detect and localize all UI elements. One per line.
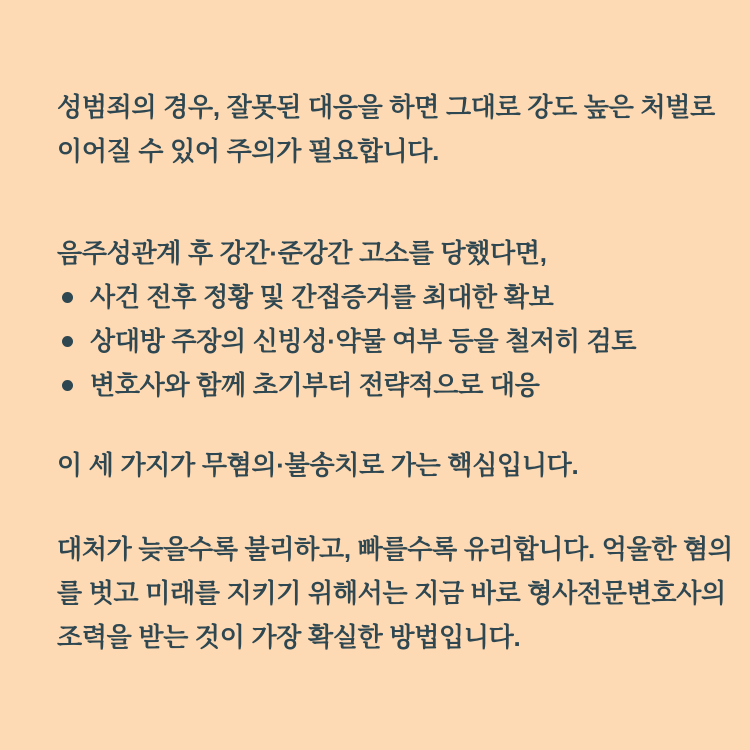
bullet-icon (62, 292, 73, 303)
paragraph-warning-line-1: 성범죄의 경우, 잘못된 대응을 하면 그대로 강도 높은 처벌로 (57, 92, 715, 122)
list-item-label: 상대방 주장의 신빙성·약물 여부 등을 철저히 검토 (90, 326, 637, 356)
paragraph-warning-line-2: 이어질 수 있어 주의가 필요합니다. (57, 136, 440, 166)
list-item (57, 275, 702, 319)
bullet-icon (62, 336, 73, 347)
paragraph-closing (57, 527, 733, 659)
paragraph-warning (57, 85, 715, 173)
list-item (57, 363, 702, 407)
list-item (57, 319, 702, 363)
list-item-label: 변호사와 함께 초기부터 전략적으로 대응 (90, 370, 540, 400)
bullet-icon (62, 380, 73, 391)
paragraph-closing-line-2: 를 벗고 미래를 지키기 위해서는 지금 바로 형사전문변호사의 (57, 578, 726, 608)
list-item-label: 사건 전후 정황 및 간접증거를 최대한 확보 (90, 282, 554, 312)
summary-line: 이 세 가지가 무혐의·불송치로 가는 핵심입니다. (57, 450, 579, 480)
situation-heading: 음주성관계 후 강간·준강간 고소를 당했다면, (57, 238, 547, 268)
key-points-list (57, 275, 702, 407)
paragraph-closing-line-1: 대처가 늦을수록 불리하고, 빠를수록 유리합니다. 억울한 혐의 (57, 534, 733, 564)
paragraph-closing-line-3: 조력을 받는 것이 가장 확실한 방법입니다. (57, 622, 521, 652)
